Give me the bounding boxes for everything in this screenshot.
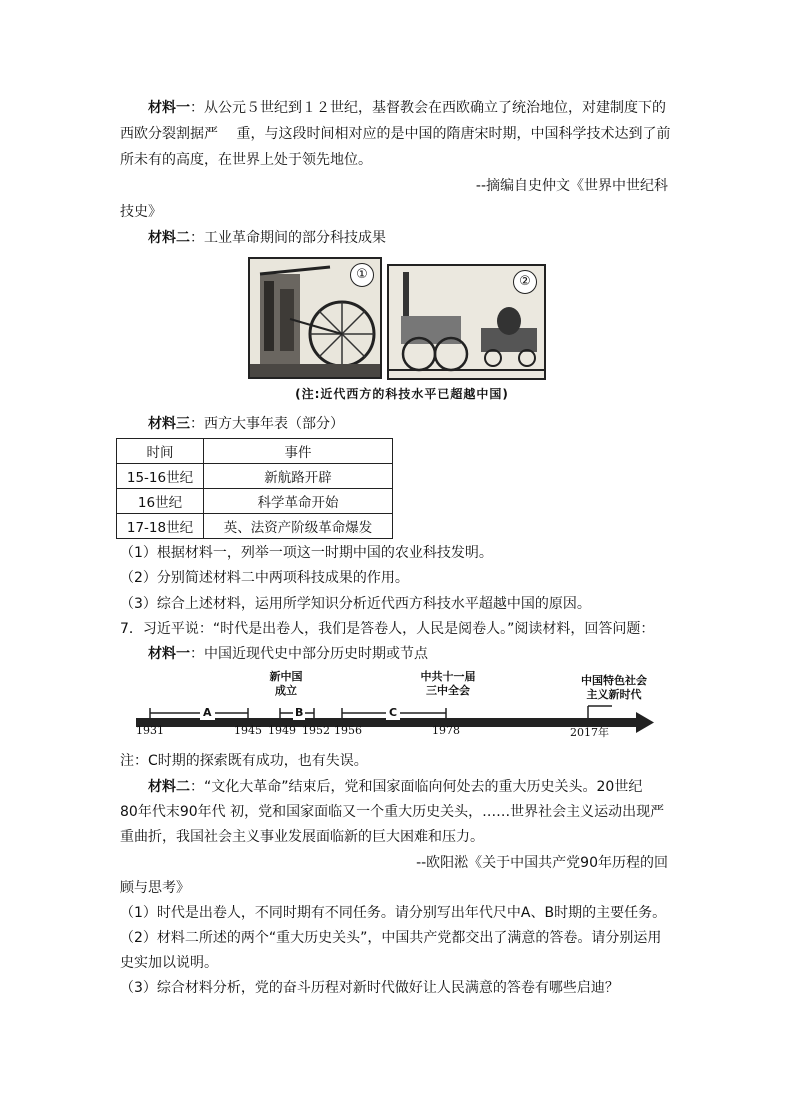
table-row	[117, 464, 393, 489]
q6-part1: （1）根据材料一，列举一项这一时期中国的农业科技发明。	[120, 545, 493, 561]
material1-line1: 材料一：从公元５世纪到１２世纪，基督教会在西欧确立了统治地位，对建制度下的	[148, 100, 666, 116]
material1-line3: 所未有的高度，在世界上处于领先地位。	[120, 152, 372, 168]
q7-material1-label: 材料一	[148, 646, 190, 662]
timeline-segment-b: B	[295, 706, 304, 719]
table-cell-event: 新航路开辟	[204, 464, 393, 489]
q7-part2-cont: 史实加以说明。	[120, 955, 218, 971]
q7-material1-line: 材料一：中国近现代史中部分历史时期或节点	[148, 646, 428, 662]
history-timeline	[130, 662, 660, 742]
q6-part3: （3）综合上述材料，运用所学知识分析近代西方科技水平超越中国的原因。	[120, 596, 591, 612]
timeline-year: 1945	[234, 724, 262, 737]
timeline-year: 1952	[302, 724, 330, 737]
timeline-year: 2017年	[570, 726, 609, 739]
image-caption: (注:近代西方的科技水平已超越中国)	[295, 387, 509, 401]
table-cell-event: 英、法资产阶级革命爆发	[204, 514, 393, 539]
q7-material2-line2: 80年代末90年代 初，党和国家面临又一个重大历史关头，……世界社会主义运动出现严	[120, 804, 665, 820]
material3-label: 材料三	[148, 416, 190, 432]
timeline-label-prc: 新中国 成立	[269, 670, 303, 697]
material1-source-cont: 技史》	[120, 204, 162, 220]
material3-line: 材料三：西方大事年表（部分）	[148, 416, 344, 432]
timeline-note: 注：C时期的探索既有成功，也有失误。	[120, 753, 368, 769]
timeline-label-plenum: 中共十一届 三中全会	[420, 670, 476, 697]
table-cell-time: 15-16世纪	[117, 464, 204, 489]
q7-material2-line3: 重曲折，我国社会主义事业发展面临新的巨大困难和压力。	[120, 829, 484, 845]
timeline-segment-c: C	[386, 706, 400, 720]
image2-tag: ②	[513, 270, 537, 294]
timeline-year: 1956	[334, 724, 362, 737]
table-cell-time: 17-18世纪	[117, 514, 204, 539]
table-cell-event: 科学革命开始	[204, 489, 393, 514]
q7-intro: 7．习近平说：“时代是出卷人，我们是答卷人，人民是阅卷人。”阅读材料，回答问题：	[120, 621, 655, 637]
timeline-year: 1931	[136, 724, 164, 737]
timeline-year: 1978	[432, 724, 460, 737]
image1-tag: ①	[350, 263, 374, 287]
q7-part1: （1）时代是出卷人，不同时期有不同任务。请分别写出年代尺中A、B时期的主要任务。	[120, 905, 667, 921]
material2-label: 材料二	[148, 230, 190, 246]
q7-material2-line1: 材料二：“文化大革命”结束后，党和国家面临向何处去的重大历史关头。20世纪	[148, 779, 643, 795]
table-row	[117, 489, 393, 514]
table-header-time: 时间	[117, 439, 204, 464]
table-header-event: 事件	[204, 439, 393, 464]
timeline-segment-a: A	[200, 706, 215, 720]
timeline-year: 1949	[268, 724, 296, 737]
material1-line2: 西欧分裂割据严 重，与这段时间相对应的是中国的隋唐宋时期，中国科学技术达到了前	[120, 126, 671, 142]
material1-source: --摘编自史仲文《世界中世纪科	[475, 178, 668, 194]
events-table	[116, 438, 393, 539]
table-header-row	[117, 439, 393, 464]
q6-part2: （2）分别简述材料二中两项科技成果的作用。	[120, 570, 409, 586]
q7-material2-source-cont: 顾与思考》	[120, 880, 190, 896]
table-cell-time: 16世纪	[117, 489, 204, 514]
q7-material2-source: --欧阳淞《关于中国共产党90年历程的回	[416, 855, 668, 871]
table-row	[117, 514, 393, 539]
locomotive-image	[387, 264, 546, 380]
q7-material2-label: 材料二	[148, 779, 190, 795]
steam-engine-image	[248, 257, 382, 379]
material1-label: 材料一	[148, 100, 190, 116]
material2-line: 材料二：工业革命期间的部分科技成果	[148, 230, 386, 246]
q7-part2: （2）材料二所述的两个“重大历史关头”，中国共产党都交出了满意的答卷。请分别运用	[120, 930, 662, 946]
timeline-label-new-era: 中国特色社会 主义新时代	[581, 674, 647, 701]
q7-part3: （3）综合材料分析，党的奋斗历程对新时代做好让人民满意的答卷有哪些启迪？	[120, 980, 619, 996]
